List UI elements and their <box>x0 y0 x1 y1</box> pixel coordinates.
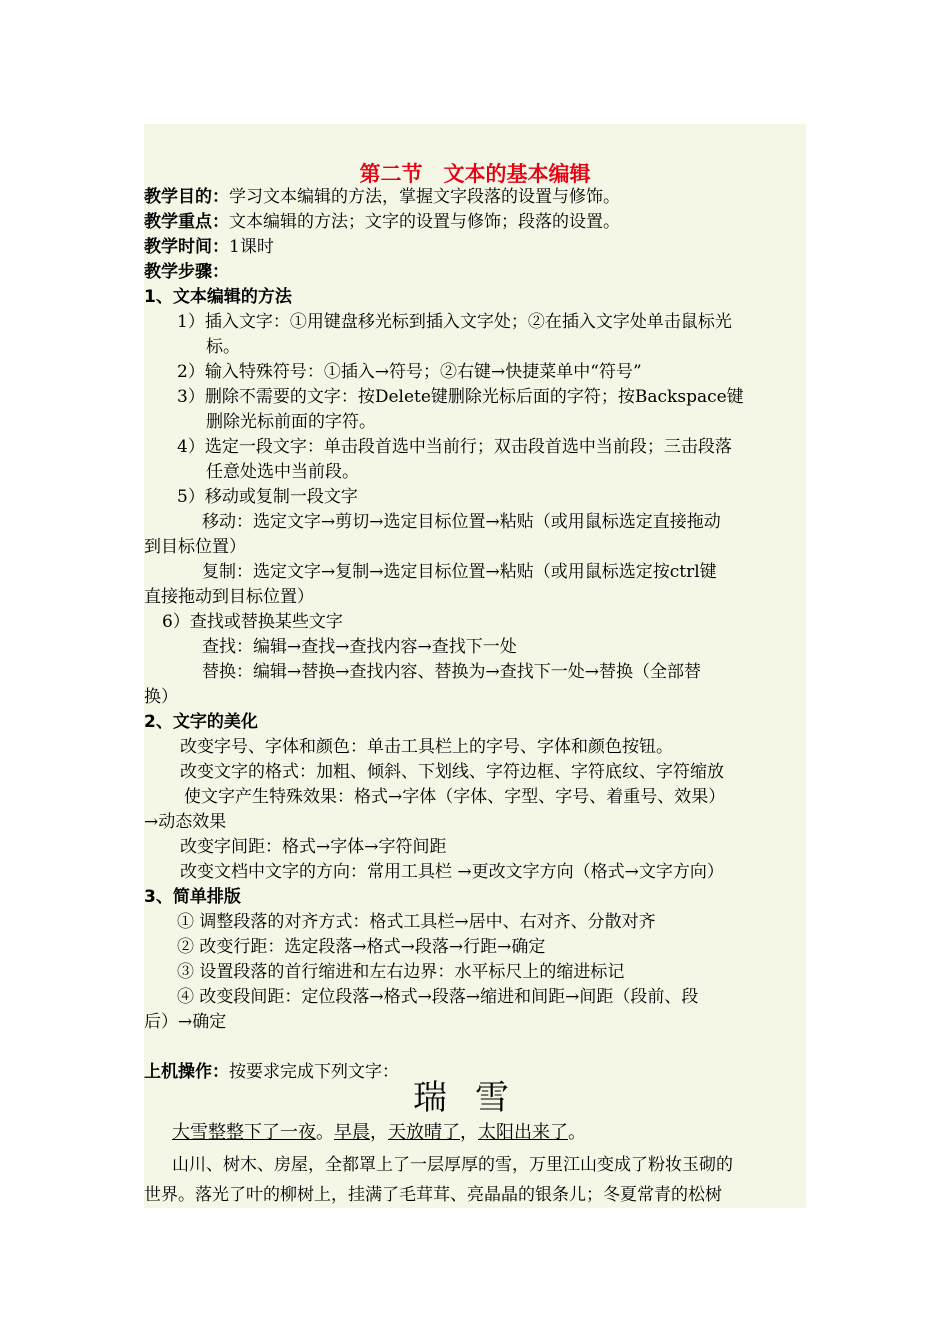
list-item: 改变文字的格式：加粗、倾斜、下划线、字符边框、字符底纹、字符缩放 <box>180 762 724 782</box>
list-item: 标。 <box>206 337 240 357</box>
page-title: 第二节 文本的基本编辑 <box>359 161 591 186</box>
list-item: 3）删除不需要的文字：按Delete键删除光标后面的字符；按Backspace键 <box>177 387 744 407</box>
list-item: 2）输入特殊符号：①插入→符号；②右键→快捷菜单中“符号” <box>177 362 642 382</box>
list-item: 复制：选定文字→复制→选定目标位置→粘贴（或用鼠标选定按ctrl键 <box>202 562 717 582</box>
list-item: ② 改变行距：选定段落→格式→段落→行距→确定 <box>177 937 546 957</box>
meta-steps: 教学步骤： <box>144 262 229 282</box>
list-item: 4）选定一段文字：单击段首选中当前行；双击段首选中当前段；三击段落 <box>177 437 732 457</box>
list-item: 改变字号、字体和颜色：单击工具栏上的字号、字体和颜色按钮。 <box>180 737 673 757</box>
list-item: 直接拖动到目标位置） <box>144 587 314 607</box>
list-item: ① 调整段落的对齐方式：格式工具栏→居中、右对齐、分散对齐 <box>177 912 656 932</box>
section-heading: 1、文本编辑的方法 <box>144 287 292 307</box>
poem-line-1: 大雪整整下了一夜。早晨，天放晴了，太阳出来了。 <box>172 1122 586 1143</box>
list-item: 换） <box>144 687 178 707</box>
list-item: 6）查找或替换某些文字 <box>162 612 343 632</box>
list-item: 移动：选定文字→剪切→选定目标位置→粘贴（或用鼠标选定直接拖动 <box>202 512 721 532</box>
poem-line-2: 山川、树木、房屋，全都罩上了一层厚厚的雪，万里江山变成了粉妆玉砌的 <box>172 1155 733 1175</box>
list-item: 替换：编辑→替换→查找内容、替换为→查找下一处→替换（全部替 <box>202 662 701 682</box>
list-item: ④ 改变段间距：定位段落→格式→段落→缩进和间距→间距（段前、段 <box>177 987 699 1007</box>
section-heading: 2、文字的美化 <box>144 712 258 732</box>
section-heading: 3、简单排版 <box>144 887 241 907</box>
list-item: 改变字间距：格式→字体→字符间距 <box>180 837 447 857</box>
practice-line: 上机操作：按要求完成下列文字： <box>144 1062 399 1082</box>
list-item: 后）→确定 <box>144 1012 227 1032</box>
meta-purpose: 教学目的：学习文本编辑的方法，掌握文字段落的设置与修饰。 <box>144 187 620 207</box>
meta-time: 教学时间：1课时 <box>144 237 274 257</box>
list-item: 查找：编辑→查找→查找内容→查找下一处 <box>202 637 517 657</box>
list-item: 使文字产生特殊效果：格式→字体（字体、字型、字号、着重号、效果） <box>184 787 726 807</box>
list-item: ③ 设置段落的首行缩进和左右边界：水平标尺上的缩进标记 <box>177 962 625 982</box>
list-item: 删除光标前面的字符。 <box>206 412 376 432</box>
list-item: 改变文档中文字的方向：常用工具栏 →更改文字方向（格式→文字方向） <box>180 862 724 882</box>
list-item: 任意处选中当前段。 <box>206 462 359 482</box>
poem-title: 瑞雪 <box>413 1078 537 1118</box>
list-item: →动态效果 <box>144 812 227 832</box>
poem-line-3: 世界。落光了叶的柳树上，挂满了毛茸茸、亮晶晶的银条儿；冬夏常青的松树 <box>144 1185 722 1205</box>
list-item: 5）移动或复制一段文字 <box>177 487 358 507</box>
list-item: 1）插入文字：①用键盘移光标到插入文字处；②在插入文字处单击鼠标光 <box>177 312 732 332</box>
document-page <box>144 124 806 1208</box>
meta-focus: 教学重点：文本编辑的方法；文字的设置与修饰；段落的设置。 <box>144 212 620 232</box>
list-item: 到目标位置） <box>144 537 246 557</box>
